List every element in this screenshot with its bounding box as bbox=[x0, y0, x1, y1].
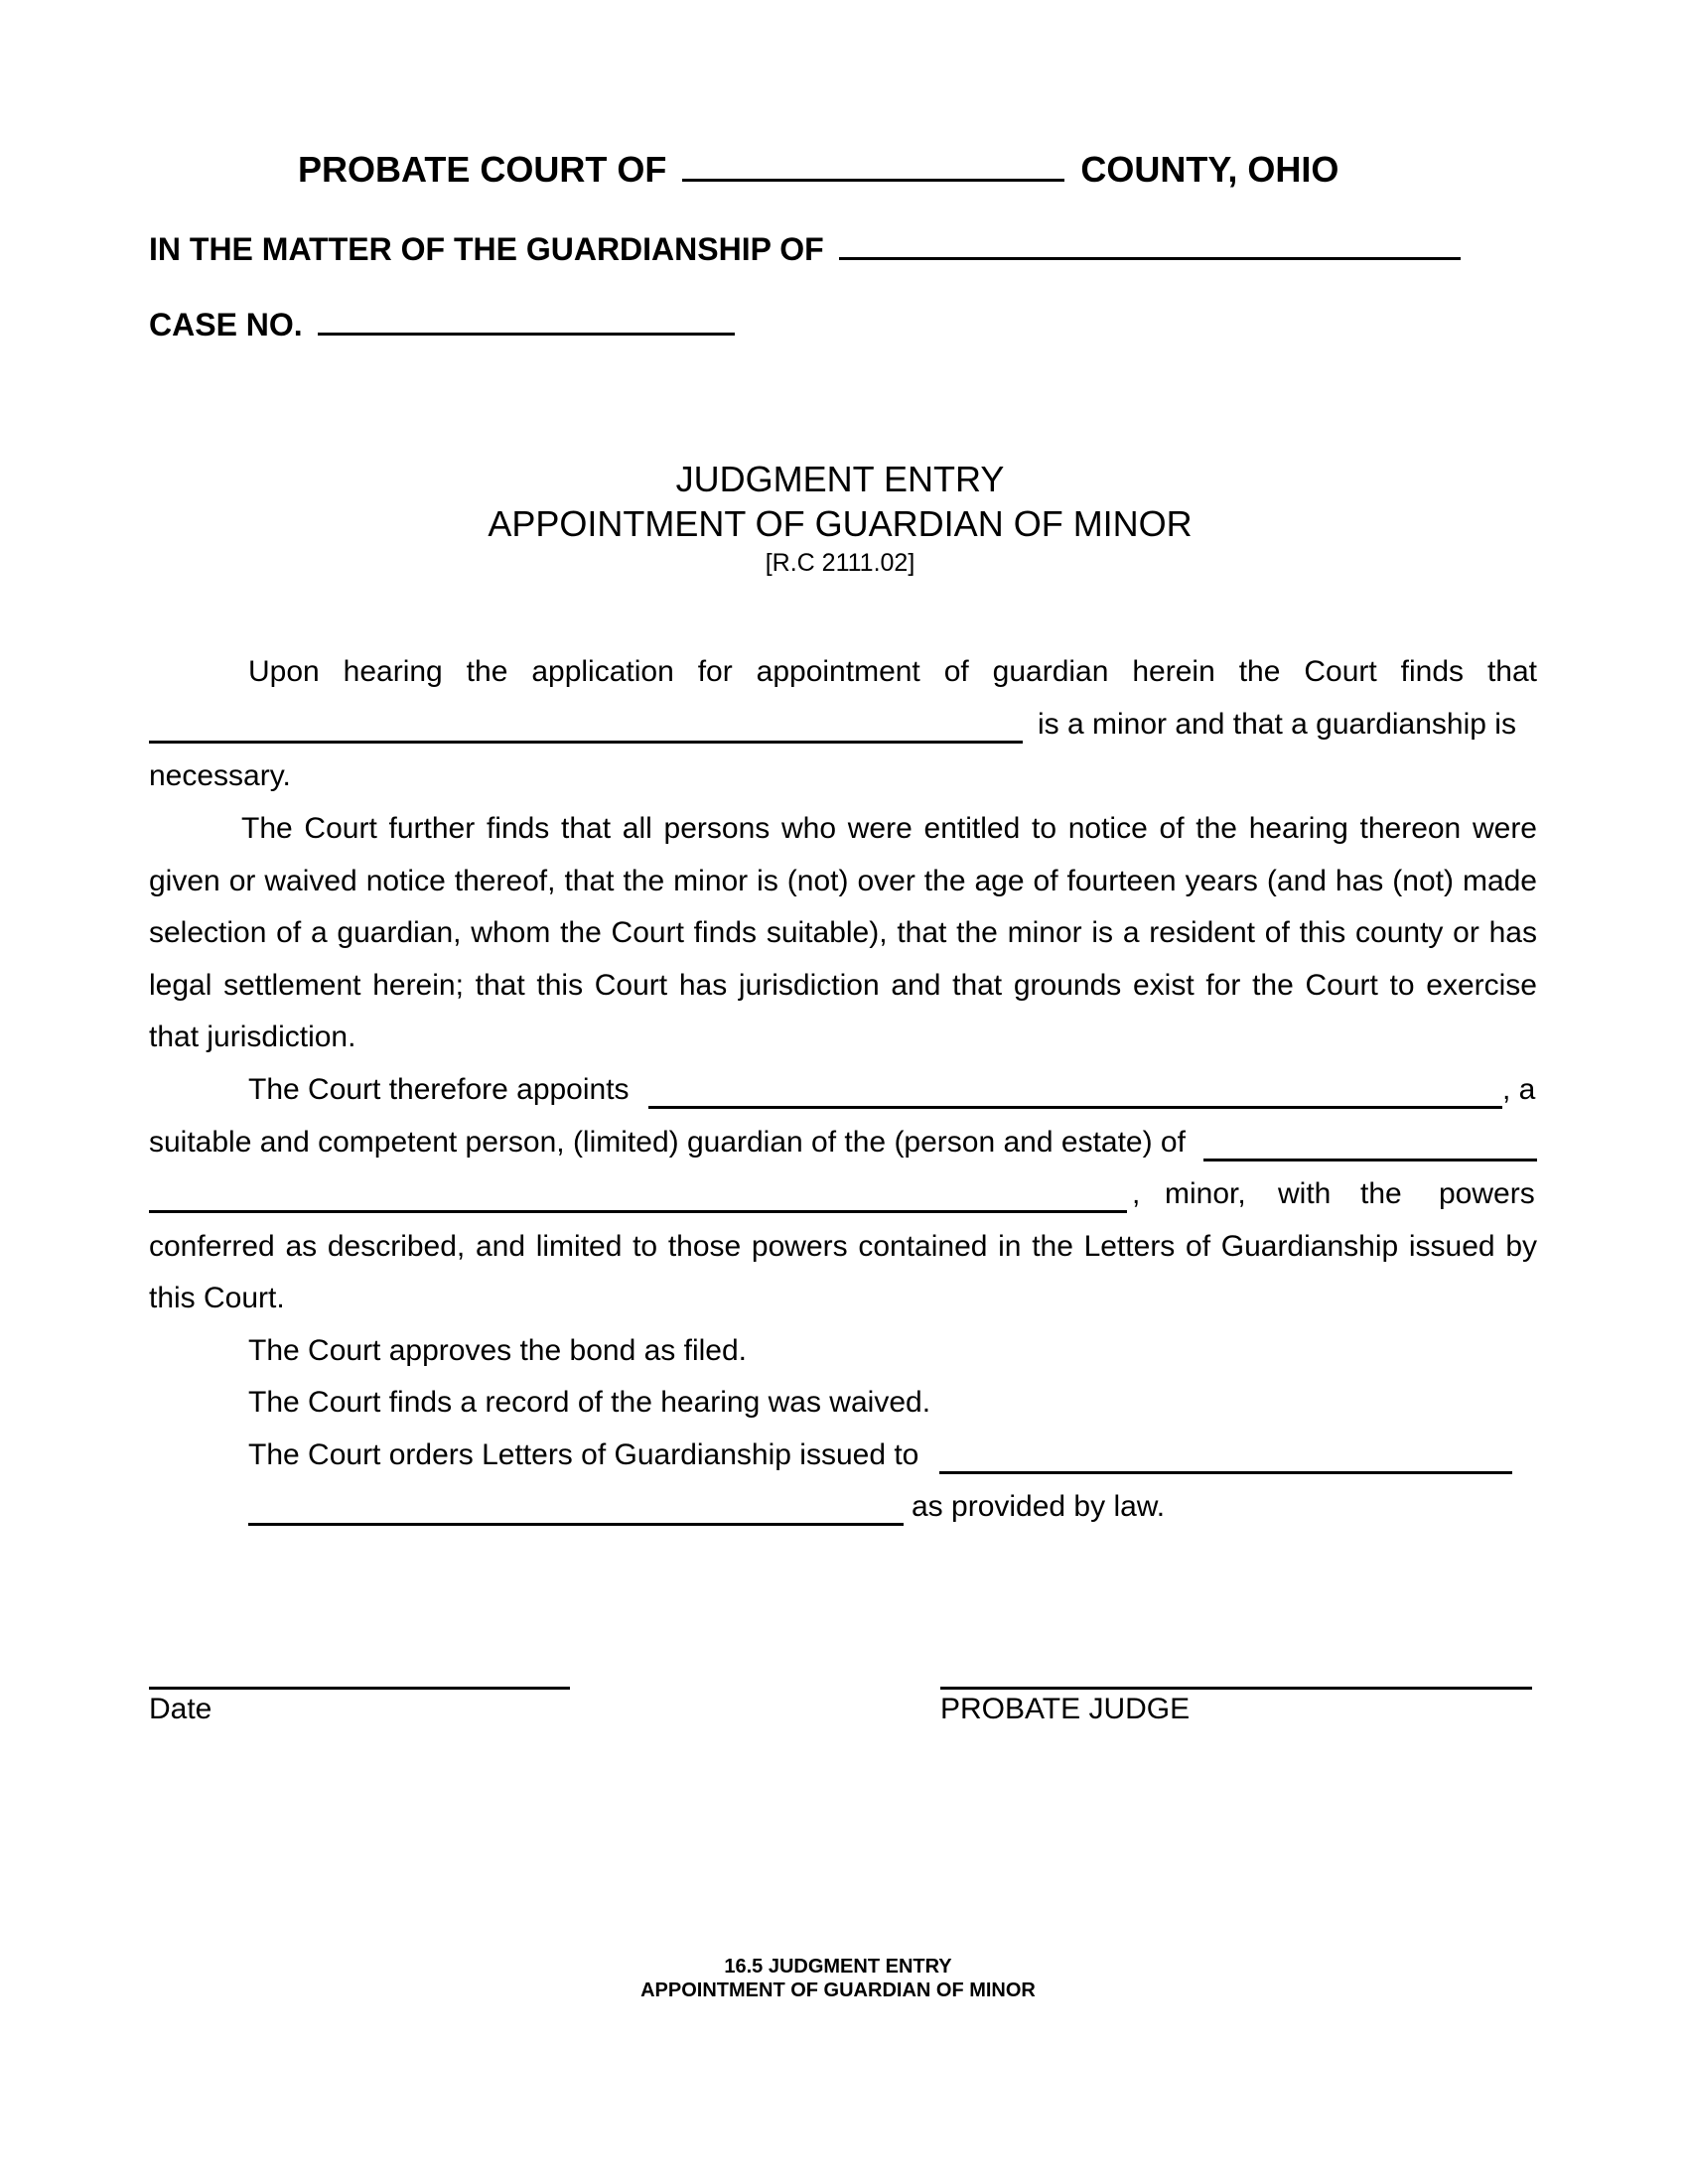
matter-label: IN THE MATTER OF THE GUARDIANSHIP OF bbox=[149, 231, 824, 267]
p2-line3 bbox=[149, 916, 1537, 950]
date-signature-line[interactable] bbox=[149, 1687, 570, 1690]
statute-citation: [R.C 2111.02] bbox=[765, 549, 915, 577]
court-prefix: PROBATE COURT OF bbox=[298, 149, 667, 190]
judge-signature-line[interactable] bbox=[940, 1687, 1532, 1690]
letters-order-text: The Court orders Letters of Guardianship issued to bbox=[248, 1438, 919, 1471]
p3-line1-text: The Court therefore appoints bbox=[248, 1073, 630, 1106]
document-subtitle: APPOINTMENT OF GUARDIAN OF MINOR bbox=[488, 503, 1193, 544]
footer-form-title: APPOINTMENT OF GUARDIAN OF MINOR bbox=[640, 1979, 1036, 2001]
p2-line4 bbox=[149, 969, 1537, 1003]
ward-name-field[interactable] bbox=[839, 257, 1461, 260]
case-label: CASE NO. bbox=[149, 307, 303, 342]
letters-recipient-field-a[interactable] bbox=[939, 1471, 1512, 1474]
letters-recipient-field-b[interactable] bbox=[248, 1523, 904, 1526]
ward-of-field-a[interactable] bbox=[1203, 1159, 1537, 1161]
p2-line4-text: legal settlement herein; that this Court has jurisdiction and that grounds exist for the Court to exercise bbox=[149, 969, 1537, 1002]
p2-line1-text: The Court further finds that all persons who were entitled to notice of the hearing thereon were bbox=[241, 812, 1537, 845]
court-title-line bbox=[298, 149, 1338, 191]
p3-line3-the: the bbox=[1360, 1177, 1402, 1210]
court-suffix: COUNTY, OHIO bbox=[1080, 149, 1339, 190]
p2-line3-text: selection of a guardian, whom the Court finds suitable), that the minor is a resident of this county or has bbox=[149, 916, 1537, 949]
p1-line1-text: Upon hearing the application for appointment of guardian herein the Court finds that bbox=[248, 655, 1537, 688]
judge-label: PROBATE JUDGE bbox=[940, 1693, 1191, 1725]
guardian-name-field[interactable] bbox=[648, 1106, 1502, 1109]
matter-line bbox=[149, 231, 1461, 268]
case-number-line bbox=[149, 307, 735, 343]
p3-line4-text: conferred as described, and limited to those powers contained in the Letters of Guardianship issued by bbox=[149, 1230, 1537, 1263]
footer-form-number: 16.5 JUDGMENT ENTRY bbox=[724, 1956, 952, 1978]
p3-line4 bbox=[149, 1230, 1537, 1264]
case-number-field[interactable] bbox=[318, 333, 735, 336]
p2-line5: that jurisdiction. bbox=[149, 1021, 356, 1053]
date-label: Date bbox=[149, 1693, 212, 1725]
p2-line2-text: given or waived notice thereof, that the minor is (not) over the age of fourteen years (and has (not) made bbox=[149, 865, 1537, 897]
p3-line3-comma: , bbox=[1132, 1177, 1141, 1210]
p3-line1-end: , a bbox=[1502, 1073, 1536, 1106]
p2-line2 bbox=[149, 865, 1537, 898]
p3-line5: this Court. bbox=[149, 1282, 285, 1314]
p3-line3-with: with bbox=[1278, 1177, 1332, 1210]
p2-line1 bbox=[241, 812, 1537, 846]
as-provided-text: as provided by law. bbox=[912, 1490, 1166, 1523]
p3-line3-minor: minor, bbox=[1165, 1177, 1246, 1210]
p3-line3-powers: powers bbox=[1439, 1177, 1535, 1210]
ward-of-field-b[interactable] bbox=[149, 1210, 1127, 1213]
p3-line2-text: suitable and competent person, (limited) guardian of the (person and estate) of bbox=[149, 1126, 1186, 1159]
bond-approval-text: The Court approves the bond as filed. bbox=[248, 1334, 747, 1367]
p1-line2-text: is a minor and that a guardianship is bbox=[1038, 708, 1516, 741]
minor-name-field[interactable] bbox=[149, 741, 1023, 744]
county-name-field[interactable] bbox=[682, 179, 1064, 182]
hearing-record-text: The Court finds a record of the hearing was waived. bbox=[248, 1386, 931, 1419]
p1-line3: necessary. bbox=[149, 759, 291, 792]
p1-line1 bbox=[248, 655, 1537, 689]
document-title: JUDGMENT ENTRY bbox=[675, 459, 1005, 499]
